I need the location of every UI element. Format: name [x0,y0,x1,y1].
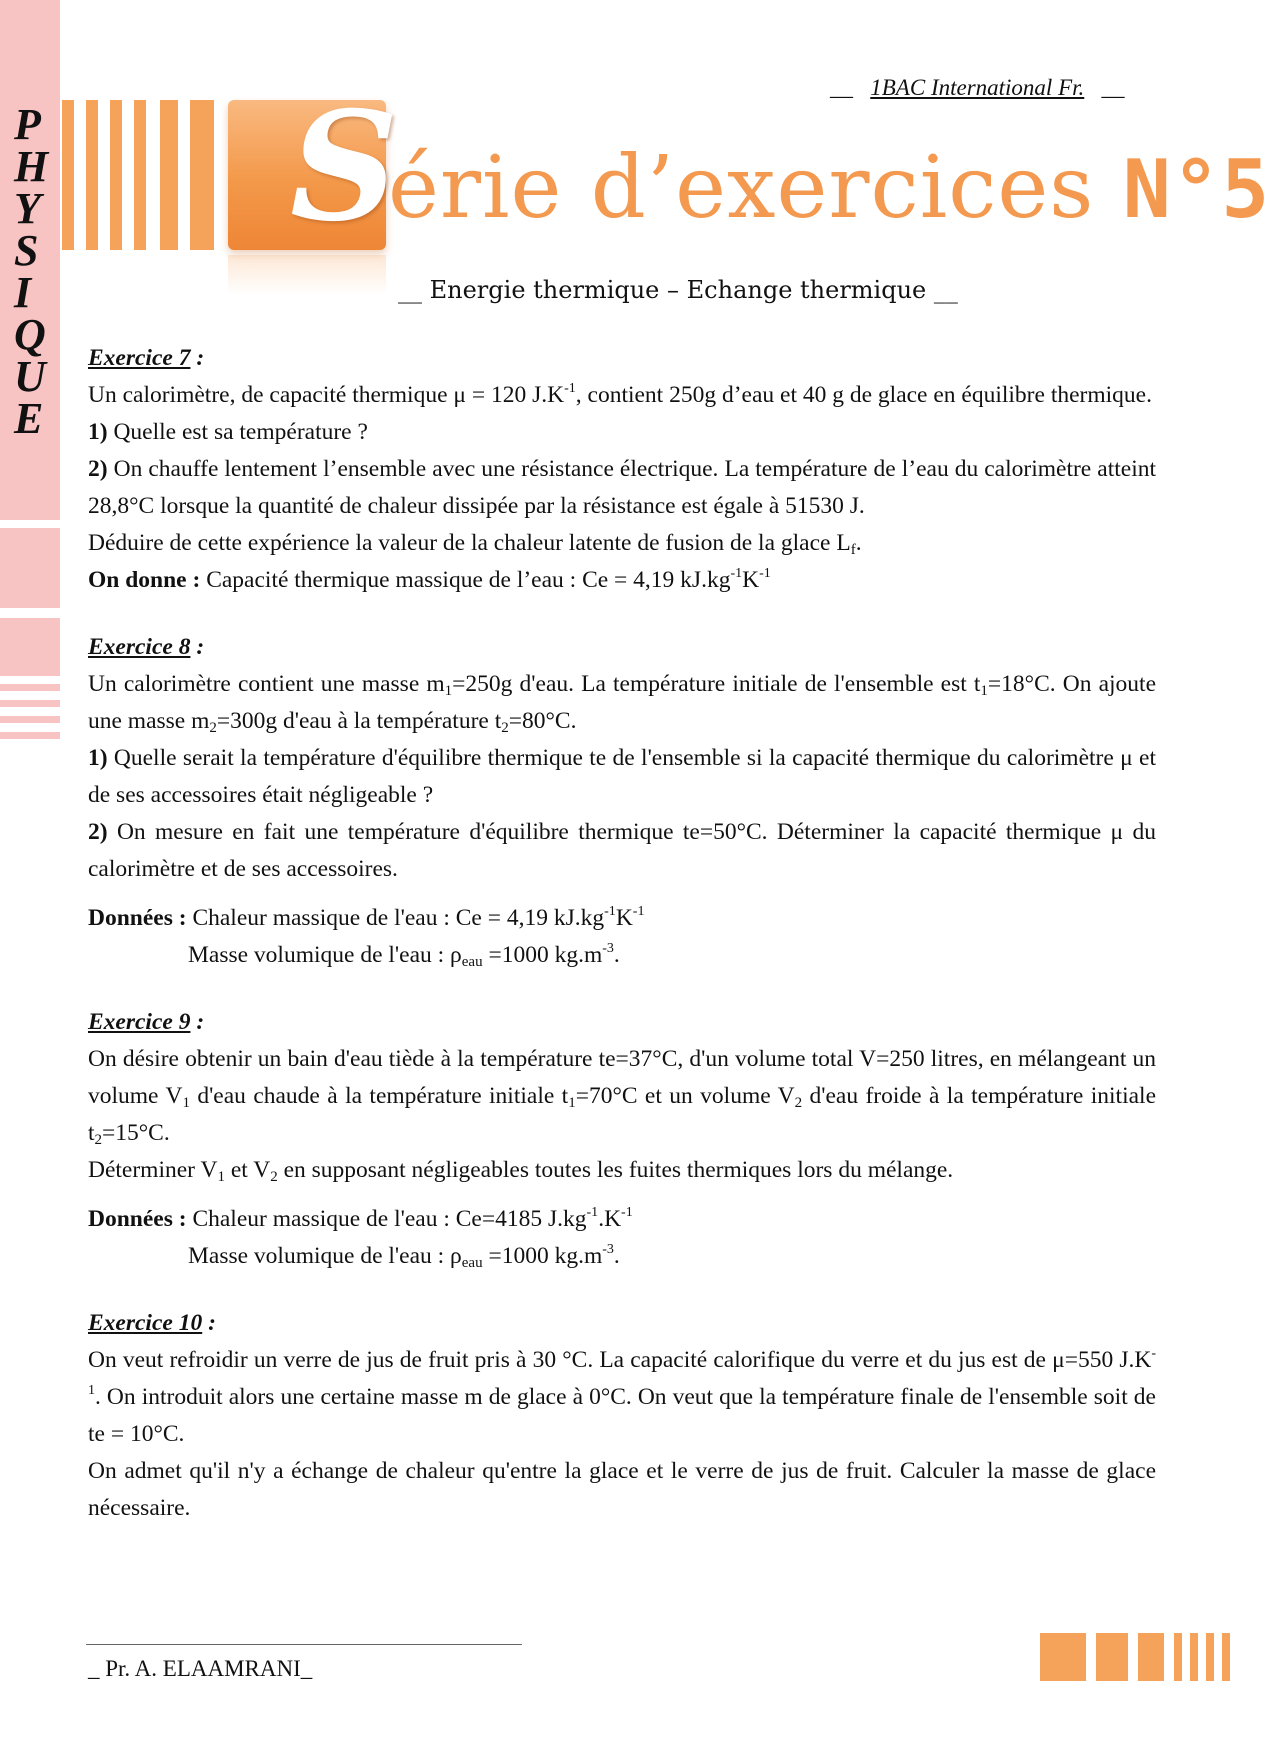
exercise-10-title: Exercice 10 : [88,1310,216,1336]
exercise-10-question: On admet qu'il n'y a échange de chaleur qu'entre la glace et le verre de jus de fruit. Calculer la masse de glace nécessaire. [88,1458,1156,1521]
side-letter: E [14,394,44,443]
page-subtitle: __ Energie thermique – Echange thermique __ [398,276,958,304]
subject-vertical-label [14,100,54,443]
exercise-9-data-2: Masse volumique de l'eau : $\rho_{eau} =1000$ $kg.m^{-3}$. [188,1242,620,1271]
exercise-7-intro: Un calorimètre, de capacité thermique μ = 120 $J.K^{-1}$, contient 250g d’eau et 40 g de glace en équilibre thermique. [88,381,1152,408]
header-stripe [62,100,74,250]
header-stripe [134,100,146,250]
side-stripe [0,732,60,739]
side-stripe [0,684,60,691]
exercise-9-data-1: Données : Chaleur massique de l'eau : Ce=4185 $J.kg^{-1}.K^{-1}$ [88,1205,633,1232]
exercise-10-intro: On veut refroidir un verre de jus de fruit pris à 30 °C. La capacité calorifique du verre et du jus est de μ=550 $J.K^{-1}$. On introduit alors une certaine masse m de glace à 0°C. On veut que la température finale de l'ensemble soit de te = 10°C. [88,1346,1156,1447]
exercise-8-data-2: Masse volumique de l'eau : $\rho_{eau} =1000$ $kg.m^{-3}$. [188,941,620,970]
exercise-8-question-2: 2) On mesure en fait une température d'équilibre thermique te=50°C. Déterminer la capacité thermique μ du calorimètre et de ses accessoires. [88,819,1156,882]
page-title: érie d’exercices N°5 [388,138,1270,238]
header-stripe [160,100,178,250]
exercise-8-intro: Un calorimètre contient une masse $m_1=250g$ d'eau. La température initiale de l'ensemble est $t_1=18^\circ C$. On ajoute une masse $m_2=300g$ d'eau à la température $t_2=80^\circ C$. [88,671,1157,736]
exercise-8-data-1: Données : Chaleur massique de l'eau : Ce = 4,19 $kJ.kg^{-1}K^{-1}$ [88,904,645,931]
footer-stripe [1206,1633,1214,1681]
side-letter: Y [14,184,41,233]
title-block-reflection [228,255,386,295]
header-stripe [190,100,214,250]
side-block [0,528,60,608]
exercise-9-question: Déterminer $V_1$ et $V_2$ en supposant négligeables toutes les fuites thermiques lors du mélange. [88,1157,954,1185]
exercise-7-given: On donne : Capacité thermique massique de l’eau : Ce = 4,19 $kJ.kg^{-1}K^{-1}$ [88,566,771,593]
class-name: 1BAC International Fr. [870,75,1085,100]
side-letter: Q [14,310,46,359]
side-block [0,618,60,676]
footer-divider [86,1644,522,1645]
footer-block [1040,1633,1086,1681]
exercise-8-title: Exercice 8 : [88,634,205,660]
side-letter: U [14,352,46,401]
exercise-content [88,340,1156,1527]
footer-stripe [1174,1633,1182,1681]
footer-stripe [1222,1633,1230,1681]
exercise-8-question-1: 1) Quelle serait la température d'équilibre thermique te de l'ensemble si la capacité thermique du calorimètre μ et de ses accessoires était négligeable ? [88,745,1156,808]
exercise-7-title: Exercice 7 : [88,345,205,371]
exercise-9-intro: On désire obtenir un bain d'eau tiède à la température te=37°C, d'un volume total V=250 litres, en mélangeant un volume $V_1$ d'eau chaude à la température initiale $t_1=70^\circ C$ et un volume $V_2$ d'eau froide à la température initiale $t_2=15^\circ C$. [88,1046,1156,1148]
series-number: N°5 [1122,143,1270,236]
footer-author: _ Pr. A. ELAAMRANI_ [88,1656,313,1681]
exercise-7-question-2: 2) On chauffe lentement l’ensemble avec une résistance électrique. La température de l’eau du calorimètre atteint 28,8°C lorsque la quantité de chaleur dissipée par la résistance est égale à 51530 J. [88,456,1156,519]
footer-block [1138,1633,1164,1681]
footer-stripe [1190,1633,1198,1681]
exercise-9-title: Exercice 9 : [88,1009,205,1035]
title-initial: S [290,79,399,255]
side-stripe [0,716,60,723]
class-line: __ 1BAC International Fr. __ [830,75,1125,100]
side-letter: P [14,100,41,149]
header-stripe [110,100,122,250]
header-stripe [86,100,98,250]
side-letter: H [14,142,49,191]
exercise-7-question-2b: Déduire de cette expérience la valeur de la chaleur latente de fusion de la glace $L_f$. [88,530,862,558]
exercise-7-question-1: 1) Quelle est sa température ? [88,419,368,445]
side-letter: S [14,226,39,275]
side-stripe [0,700,60,707]
footer-block [1096,1633,1128,1681]
side-letter: I [14,268,32,317]
